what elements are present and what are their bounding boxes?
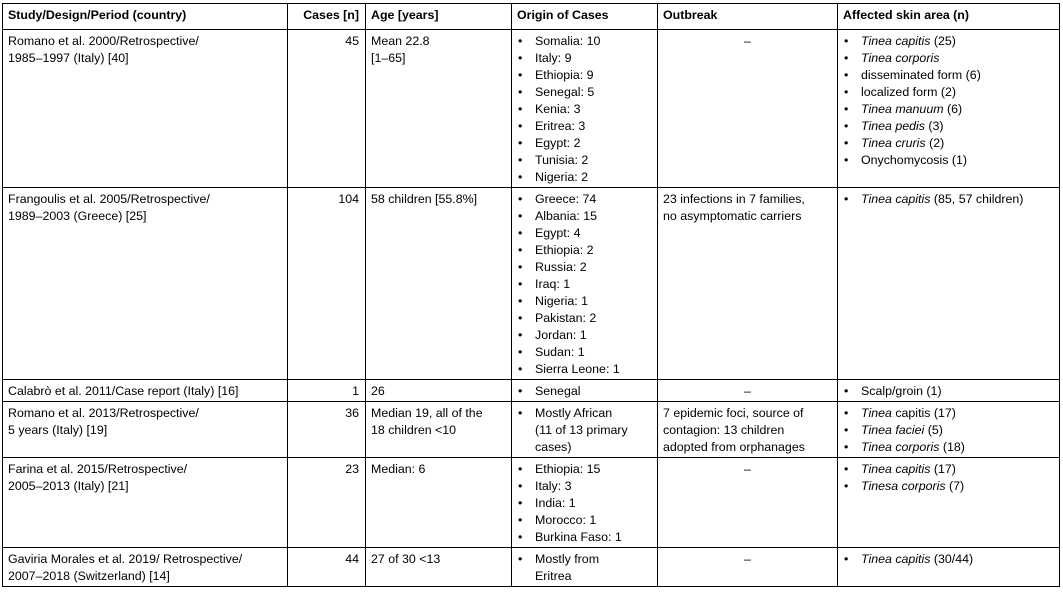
cases-cell: 104 — [288, 188, 366, 380]
study-cell — [3, 402, 288, 458]
origin-cell — [512, 458, 658, 548]
bullet-icon: • — [844, 153, 849, 167]
list-item — [517, 169, 652, 186]
origin-text: Ethiopia: 2 — [535, 243, 594, 257]
affected-count: Scalp/groin (1) — [861, 384, 942, 398]
bullet-icon: • — [844, 552, 849, 566]
list-item — [517, 405, 652, 456]
origin-text: cases) — [535, 440, 572, 454]
list-item — [843, 152, 1054, 169]
outbreak-cell-line: – — [744, 462, 751, 476]
affected-count: (6) — [943, 102, 963, 116]
list-item — [843, 439, 1054, 456]
bullet-icon: • — [518, 294, 523, 308]
list-item — [517, 461, 652, 478]
affected-list — [843, 461, 1054, 495]
outbreak-cell — [658, 402, 838, 458]
origin-text: Mostly from — [535, 552, 600, 566]
list-item — [517, 259, 652, 276]
outbreak-cell-line: no asymptomatic carriers — [663, 209, 802, 223]
outbreak-cell — [658, 458, 838, 548]
list-item — [517, 478, 652, 495]
age-cell — [366, 188, 512, 380]
outbreak-cell — [658, 188, 838, 380]
outbreak-cell-line: – — [744, 34, 751, 48]
cases-cell: 44 — [288, 548, 366, 587]
origin-text: Kenia: 3 — [535, 102, 581, 116]
origin-list — [517, 405, 652, 456]
outbreak-cell-line: adopted from orphanages — [663, 440, 805, 454]
species-name: Tinea capitis — [861, 462, 931, 476]
affected-count: capitis (17) — [891, 406, 956, 420]
age-cell-line: 26 — [371, 384, 385, 398]
age-cell — [366, 30, 512, 188]
affected-count: localized form (2) — [861, 85, 957, 99]
bullet-icon: • — [518, 462, 523, 476]
list-item — [517, 191, 652, 208]
list-item — [517, 327, 652, 344]
list-item — [843, 33, 1054, 50]
study-cell-line: 1985–1997 (Italy) [40] — [8, 51, 129, 65]
list-item — [517, 84, 652, 101]
study-cell-line: 2007–2018 (Switzerland) [14] — [8, 569, 170, 583]
list-item — [843, 135, 1054, 152]
origin-cell — [512, 380, 658, 402]
cases-cell: 45 — [288, 30, 366, 188]
affected-count: (2) — [925, 136, 945, 150]
bullet-icon: • — [844, 68, 849, 82]
list-item — [517, 276, 652, 293]
study-cell-line: 5 years (Italy) [19] — [8, 423, 108, 437]
species-name: Tinea cruris — [861, 136, 926, 150]
origin-text: Sierra Leone: 1 — [535, 362, 620, 376]
age-cell-line: Median: 6 — [371, 462, 426, 476]
list-item — [517, 101, 652, 118]
study-cell — [3, 548, 288, 587]
bullet-icon: • — [844, 384, 849, 398]
affected-cell — [838, 548, 1060, 587]
bullet-icon: • — [518, 85, 523, 99]
list-item — [517, 67, 652, 84]
age-cell — [366, 380, 512, 402]
origin-text: Iraq: 1 — [535, 277, 571, 291]
bullet-icon: • — [518, 406, 523, 420]
header-origin: Origin of Cases — [512, 4, 658, 30]
list-item — [843, 551, 1054, 568]
list-item — [843, 478, 1054, 495]
species-name: Tinea corporis — [861, 51, 940, 65]
list-item — [843, 101, 1054, 118]
list-item — [843, 118, 1054, 135]
bullet-icon: • — [518, 68, 523, 82]
origin-text: Nigeria: 1 — [535, 294, 589, 308]
bullet-icon: • — [518, 277, 523, 291]
origin-text: Senegal: 5 — [535, 85, 595, 99]
list-item — [843, 50, 1054, 67]
origin-text: Greece: 74 — [535, 192, 597, 206]
affected-count: (30/44) — [930, 552, 974, 566]
list-item — [843, 84, 1054, 101]
study-table — [2, 3, 1060, 587]
study-cell-line: Gaviria Morales et al. 2019/ Retrospective/ — [8, 552, 243, 566]
origin-text: Tunisia: 2 — [535, 153, 589, 167]
cases-cell: 23 — [288, 458, 366, 548]
affected-count: (85, 57 children) — [930, 192, 1024, 206]
affected-count: (5) — [924, 423, 943, 437]
origin-text: Jordan: 1 — [535, 328, 587, 342]
bullet-icon: • — [518, 153, 523, 167]
list-item — [843, 422, 1054, 439]
list-item — [517, 33, 652, 50]
list-item — [517, 135, 652, 152]
outbreak-cell-line: contagion: 13 children — [663, 423, 785, 437]
bullet-icon: • — [844, 479, 849, 493]
header-outbreak: Outbreak — [658, 4, 838, 30]
origin-text: India: 1 — [535, 496, 576, 510]
study-cell — [3, 188, 288, 380]
affected-count: (17) — [930, 462, 956, 476]
bullet-icon: • — [844, 406, 849, 420]
origin-cell — [512, 30, 658, 188]
table-row — [3, 402, 1060, 458]
age-cell-line: [1–65] — [371, 51, 406, 65]
study-cell-line: Romano et al. 2013/Retrospective/ — [8, 406, 199, 420]
table-row — [3, 548, 1060, 587]
bullet-icon: • — [518, 311, 523, 325]
bullet-icon: • — [844, 85, 849, 99]
bullet-icon: • — [518, 530, 523, 544]
age-cell-line: 58 children [55.8%] — [371, 192, 478, 206]
affected-count: Onychomycosis (1) — [861, 153, 968, 167]
table-body — [3, 30, 1060, 587]
bullet-icon: • — [844, 462, 849, 476]
bullet-icon: • — [518, 192, 523, 206]
affected-cell — [838, 380, 1060, 402]
species-name: Tinea manuum — [861, 102, 944, 116]
species-name: Tinea pedis — [861, 119, 925, 133]
study-cell-line: Calabrò et al. 2011/Case report (Italy) [16] — [8, 384, 239, 398]
origin-text: Morocco: 1 — [535, 513, 597, 527]
list-item — [843, 405, 1054, 422]
bullet-icon: • — [518, 136, 523, 150]
bullet-icon: • — [518, 209, 523, 223]
header-affected: Affected skin area (n) — [838, 4, 1060, 30]
list-item — [517, 50, 652, 67]
origin-text: Mostly African — [535, 406, 613, 420]
bullet-icon: • — [518, 328, 523, 342]
study-cell-line: Farina et al. 2015/Retrospective/ — [8, 462, 188, 476]
origin-text: Italy: 3 — [535, 479, 572, 493]
list-item — [517, 152, 652, 169]
bullet-icon: • — [518, 119, 523, 133]
outbreak-cell-line: – — [744, 384, 751, 398]
origin-text: Russia: 2 — [535, 260, 587, 274]
bullet-icon: • — [518, 384, 523, 398]
study-cell-line: 1989–2003 (Greece) [25] — [8, 209, 147, 223]
study-cell-line: Romano et al. 2000/Retrospective/ — [8, 34, 199, 48]
list-item — [517, 551, 652, 585]
origin-list — [517, 191, 652, 378]
header-cases: Cases [n] — [288, 4, 366, 30]
bullet-icon: • — [844, 440, 849, 454]
origin-list — [517, 461, 652, 546]
affected-list — [843, 551, 1054, 568]
bullet-icon: • — [518, 552, 523, 566]
species-name: Tinea capitis — [861, 34, 931, 48]
origin-text: Ethiopia: 9 — [535, 68, 594, 82]
list-item — [517, 383, 652, 400]
age-cell — [366, 458, 512, 548]
outbreak-cell — [658, 380, 838, 402]
age-cell-line: Median 19, all of the — [371, 406, 483, 420]
origin-text: Egypt: 4 — [535, 226, 581, 240]
affected-cell — [838, 402, 1060, 458]
origin-text: Burkina Faso: 1 — [535, 530, 622, 544]
study-cell — [3, 380, 288, 402]
bullet-icon: • — [518, 102, 523, 116]
origin-cell — [512, 188, 658, 380]
origin-text: Pakistan: 2 — [535, 311, 597, 325]
species-name: Tinesa corporis — [861, 479, 946, 493]
list-item — [843, 191, 1054, 208]
list-item — [517, 293, 652, 310]
study-cell-line: 2005–2013 (Italy) [21] — [8, 479, 129, 493]
affected-cell — [838, 188, 1060, 380]
age-cell — [366, 402, 512, 458]
bullet-icon: • — [518, 34, 523, 48]
outbreak-cell-line: 7 epidemic foci, source of — [663, 406, 804, 420]
list-item — [517, 310, 652, 327]
table-row — [3, 380, 1060, 402]
list-item — [517, 344, 652, 361]
origin-cell — [512, 402, 658, 458]
list-item — [843, 383, 1054, 400]
bullet-icon: • — [518, 362, 523, 376]
list-item — [517, 242, 652, 259]
header-age: Age [years] — [366, 4, 512, 30]
age-cell — [366, 548, 512, 587]
outbreak-cell — [658, 548, 838, 587]
list-item — [843, 67, 1054, 84]
list-item — [517, 529, 652, 546]
age-cell-line: Mean 22.8 — [371, 34, 430, 48]
bullet-icon: • — [518, 496, 523, 510]
origin-text: Sudan: 1 — [535, 345, 585, 359]
affected-list — [843, 383, 1054, 400]
origin-text: Eritrea — [535, 569, 572, 583]
origin-list — [517, 551, 652, 585]
bullet-icon: • — [844, 119, 849, 133]
table-row — [3, 458, 1060, 548]
affected-count: (7) — [945, 479, 965, 493]
affected-list — [843, 405, 1054, 456]
affected-count: (25) — [930, 34, 956, 48]
header-row — [3, 4, 1060, 30]
species-name: Tinea corporis — [861, 440, 940, 454]
bullet-icon: • — [518, 243, 523, 257]
species-name: Tinea capitis — [861, 192, 931, 206]
list-item — [517, 495, 652, 512]
list-item — [517, 118, 652, 135]
affected-cell — [838, 458, 1060, 548]
origin-cell — [512, 548, 658, 587]
age-cell-line: 18 children <10 — [371, 423, 457, 437]
header-study: Study/Design/Period (country) — [3, 4, 288, 30]
species-name: Tinea faciei — [861, 423, 925, 437]
origin-list — [517, 383, 652, 400]
study-cell-line: Frangoulis et al. 2005/Retrospective/ — [8, 192, 210, 206]
origin-text: Italy: 9 — [535, 51, 572, 65]
origin-text: Albania: 15 — [535, 209, 598, 223]
bullet-icon: • — [518, 260, 523, 274]
affected-count: disseminated form (6) — [861, 68, 981, 82]
bullet-icon: • — [518, 479, 523, 493]
affected-cell — [838, 30, 1060, 188]
study-cell — [3, 30, 288, 188]
list-item — [517, 208, 652, 225]
table-row — [3, 30, 1060, 188]
origin-text: Senegal — [535, 384, 581, 398]
bullet-icon: • — [518, 51, 523, 65]
list-item — [517, 512, 652, 529]
origin-text: Eritrea: 3 — [535, 119, 586, 133]
species-name: Tinea capitis — [861, 552, 931, 566]
bullet-icon: • — [844, 192, 849, 206]
study-cell — [3, 458, 288, 548]
bullet-icon: • — [518, 170, 523, 184]
bullet-icon: • — [844, 51, 849, 65]
bullet-icon: • — [518, 226, 523, 240]
species-name: Tinea — [861, 406, 892, 420]
origin-text: Egypt: 2 — [535, 136, 581, 150]
affected-list — [843, 191, 1054, 208]
bullet-icon: • — [518, 513, 523, 527]
origin-text: Somalia: 10 — [535, 34, 601, 48]
affected-count: (18) — [939, 440, 965, 454]
outbreak-cell-line: 23 infections in 7 families, — [663, 192, 805, 206]
age-cell-line: 27 of 30 <13 — [371, 552, 441, 566]
bullet-icon: • — [844, 423, 849, 437]
origin-text: Nigeria: 2 — [535, 170, 589, 184]
cases-cell: 36 — [288, 402, 366, 458]
bullet-icon: • — [518, 345, 523, 359]
affected-count: (3) — [924, 119, 944, 133]
bullet-icon: • — [844, 136, 849, 150]
outbreak-cell-line: – — [744, 552, 751, 566]
outbreak-cell — [658, 30, 838, 188]
origin-list — [517, 33, 652, 186]
origin-text: (11 of 13 primary — [535, 423, 628, 437]
affected-list — [843, 33, 1054, 169]
origin-text: Ethiopia: 15 — [535, 462, 601, 476]
list-item — [517, 361, 652, 378]
list-item — [843, 461, 1054, 478]
cases-cell: 1 — [288, 380, 366, 402]
bullet-icon: • — [844, 102, 849, 116]
bullet-icon: • — [844, 34, 849, 48]
list-item — [517, 225, 652, 242]
table-row — [3, 188, 1060, 380]
